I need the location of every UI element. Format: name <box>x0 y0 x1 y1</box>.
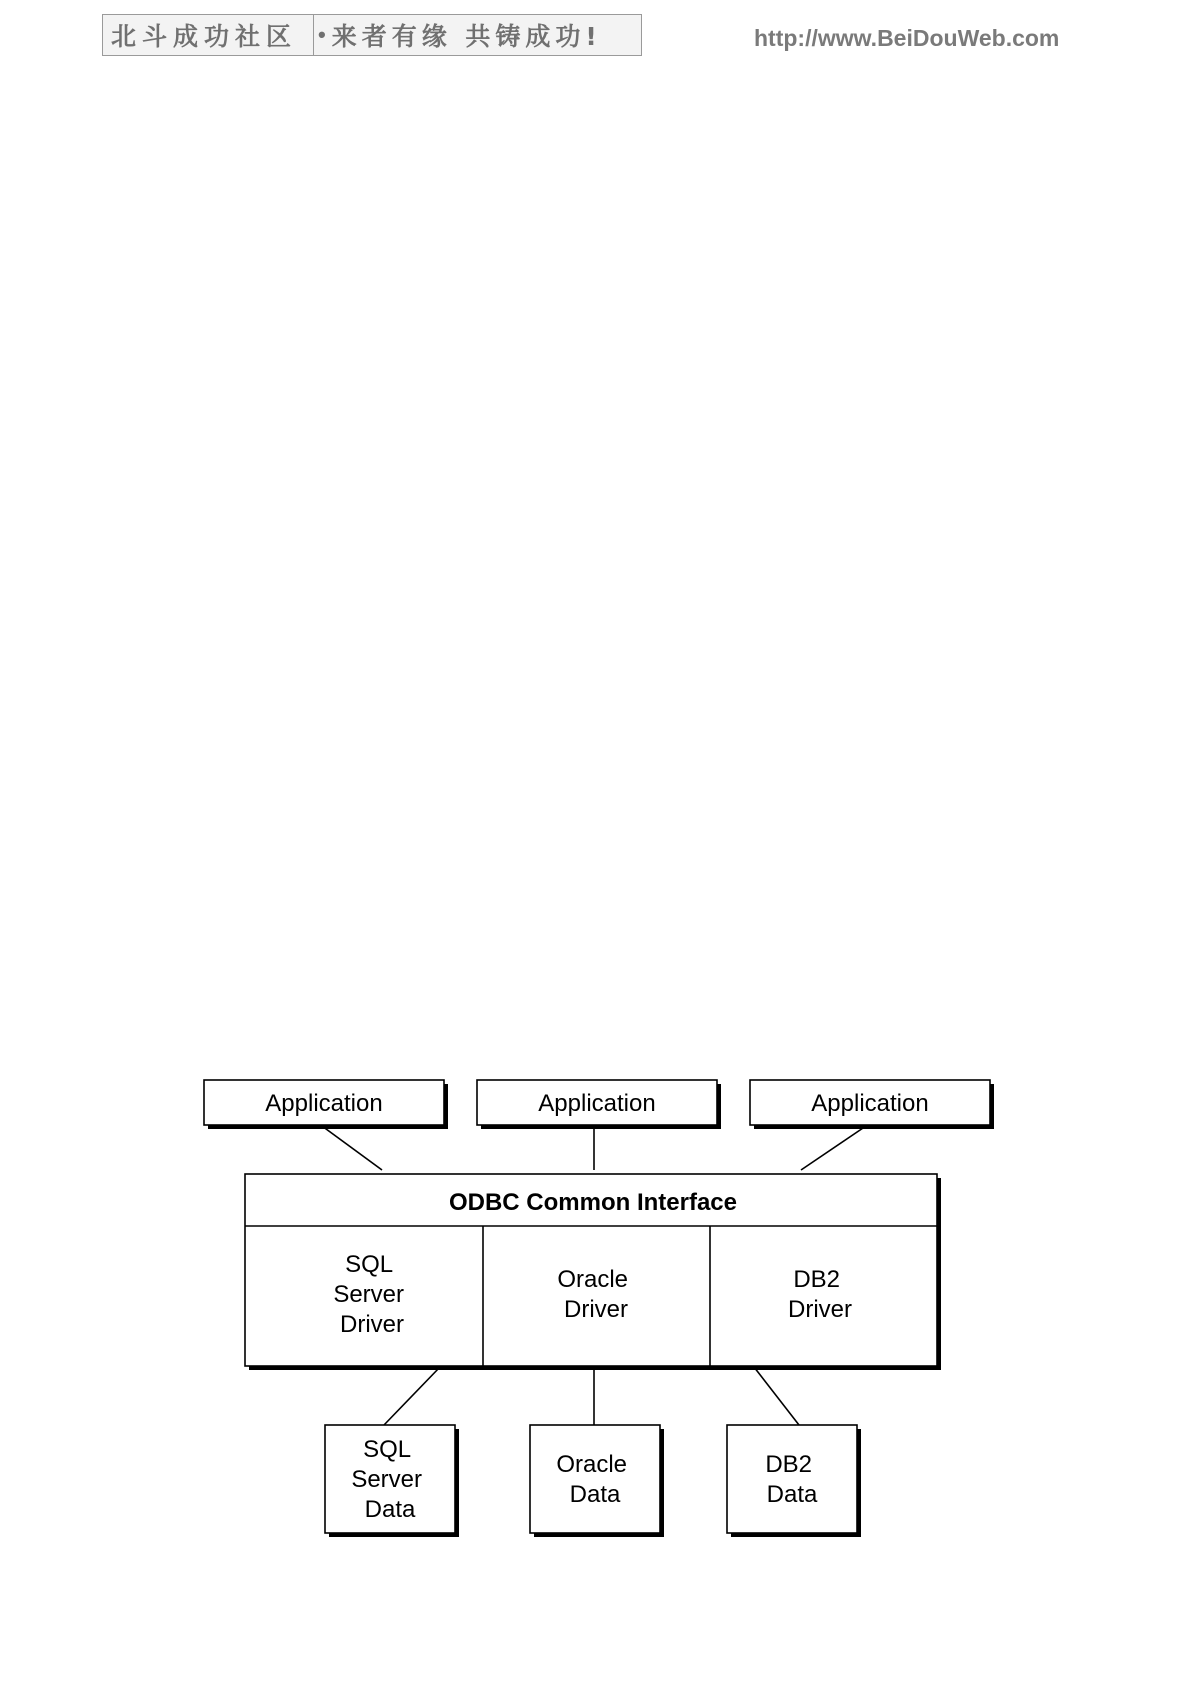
driver-label: SQL Server Driver <box>333 1251 405 1338</box>
driver-label: Oracle Driver <box>557 1266 629 1323</box>
data-store-label: Oracle Data <box>556 1451 628 1508</box>
application-box <box>750 1080 994 1129</box>
application-box <box>204 1080 448 1129</box>
application-box <box>477 1080 721 1129</box>
connector-line <box>322 1126 382 1170</box>
connector-line <box>384 1367 440 1425</box>
data-store-box <box>530 1425 664 1537</box>
banner-left-text: 北斗成功社区 <box>111 22 298 51</box>
data-store-box <box>727 1425 861 1537</box>
data-store-label: DB2 Data <box>765 1451 818 1508</box>
odbc-interface-block <box>245 1174 941 1370</box>
application-label: Application <box>538 1090 656 1117</box>
banner-dot: • <box>318 22 326 47</box>
application-label: Application <box>811 1090 929 1117</box>
data-store-box <box>325 1425 459 1537</box>
connector-line <box>801 1126 866 1170</box>
application-label: Application <box>265 1090 383 1117</box>
data-store-label: SQL Server Data <box>351 1436 423 1523</box>
driver-label: DB2 Driver <box>788 1266 852 1323</box>
interface-title: ODBC Common Interface <box>448 1189 738 1216</box>
header-url: http://www.BeiDouWeb.com <box>754 25 1060 51</box>
banner-right-text: 来者有缘 共铸成功! <box>331 22 602 51</box>
connector-line <box>754 1367 799 1425</box>
